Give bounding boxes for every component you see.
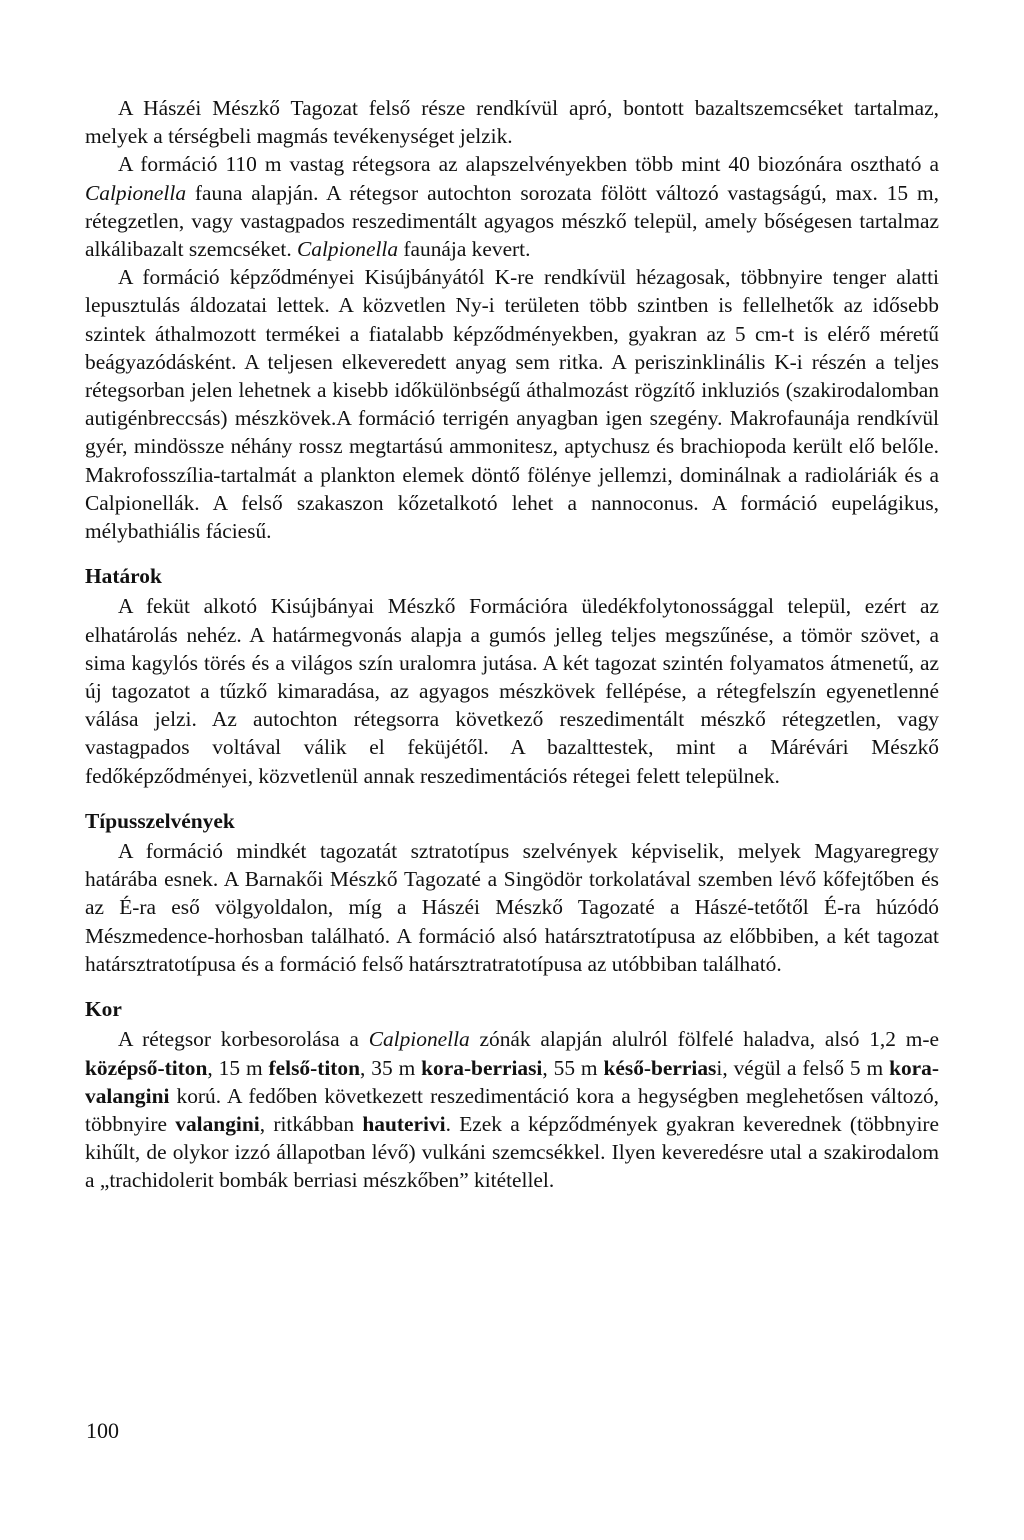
paragraph-text: A Hászéi Mészkő Tagozat felső része rendkívül apró, bontott bazaltszemcséket tartalmaz, melyek a térségbeli magmás tevékenységet jelzik. [85,96,939,149]
stage-name: kora-valangini [85,1055,939,1108]
paragraph-text: A formáció 110 m vastag rétegsora az alapszelvényekben több mint 40 biozónára osztható a [118,152,939,177]
paragraph-basalt-grains [85,94,939,150]
paragraph-text: korú. A fedőben következett reszedimentáció kora a hegységben meglehetősen változó, többnyire [85,1083,939,1136]
paragraph-text: A rétegsor korbesorolása a [118,1027,369,1052]
stage-name: középső-titon [85,1055,208,1080]
paragraph-text: faunája kevert. [398,237,531,262]
page-number: 100 [86,1418,119,1443]
section-heading-hatarok: Határok [85,564,162,589]
paragraph-formation-description [85,263,939,545]
stage-name: késő-berrias [603,1055,717,1080]
paragraph-text: i, végül a felső 5 m [716,1055,890,1080]
paragraph-text: , 55 m [542,1055,604,1080]
paragraph-text: , ritkábban [259,1111,363,1136]
paragraph-tipusszelvenyek: A formáció mindkét tagozatát sztratotípus szelvények képviselik, melyek Magyaregregy határába esnek. A Barnakői Mészkő Tagozaté a Singödör torkolatával szemben lévő kőfejtőben és az É-ra eső völgyoldalon, míg a Hászéi Mészkő Tagozaté a Hászé-tetőtől É-ra húzódó Mészmedence-horhosban található. A formáció alsó határsztratotípusa az előbbiben, a két tagozat határsztratotípusa és a formáció felső határsztratratotípusa az utóbbiban található. [85,839,939,976]
body-text [85,94,939,1195]
section-heading-tipusszelvenyek: Típusszelvények [85,808,235,833]
paragraph-text: A formáció képződményei Kisújbányától K-re rendkívül hézagosak, többnyire tenger alatti lepusztulás áldozatai lettek. A közvetlen Ny-i területen több szintben is fellelhetők az idősebb szintek áthalmozott termékei a fiatalabb képződményekben, gyakran az 5 cm-t is elérő méretű beágyazódásként. A teljesen elkeveredett anyag sem ritka. A periszinklinális K-i részén a teljes rétegsorban jelen lehetnek a kisebb időkülönbségű áthalmozást rögzítő inkluziós (szakirodalomban autigénbreccsás) mészkövek.A formáció terrigén anyagban igen szegény. Makrofaunája rendkívül gyér, mindössze néhány rossz megtartású ammonitesz, aptychusz és brachiopoda került elő belőle. Makrofosszília-tartalmát a plankton elemek döntő fölénye jellemzi, dominálnak a radioláriák és a Calpionellák. A felső szakaszon kőzetalkotó lehet a nannoconus. A formáció eupelágikus, mélybathiális fáciesű. [85,265,939,544]
paragraph-text: , 35 m [360,1055,422,1080]
paragraph-text: . Ezek a képződmények gyakran keverednek (többnyire kihűlt, de olykor izzó állapotban lévő) vulkáni szemcsékkel. Ilyen keveredésre utal a szakirodalom a „trachidolerit bombák berriasi mészkőben” kitétellel. [85,1111,940,1193]
paragraph-kor [85,1025,939,1194]
stage-name: kora-berriasi [421,1055,543,1080]
paragraph-text: zónák alapján alulról fölfelé haladva, alsó 1,2 m-e [469,1027,940,1052]
taxon-name: Calpionella [85,180,187,205]
taxon-name: Calpionella [368,1027,470,1052]
paragraph-biozones [85,150,939,263]
section-heading-kor: Kor [85,997,122,1022]
stage-name: felső-titon [268,1055,361,1080]
stage-name: hauterivi [362,1111,446,1136]
paragraph-text: fauna alapján. A rétegsor autochton sorozata fölött változó vastagságú, max. 15 m, rétegzetlen, vagy vastagpados reszedimentált agyagos mészkő települ, amely bőségesen tartalmaz alkálibazalt szemcséket. [85,180,939,262]
stage-name: valangini [175,1111,260,1136]
paragraph-text: , 15 m [207,1055,269,1080]
paragraph-hatarok: A feküt alkotó Kisújbányai Mészkő Formációra üledékfolytonossággal települ, ezért az elhatárolás nehéz. A határmegvonás alapja a gumós jelleg teljes megszűnése, a tömör szövet, a sima kagylós törés és a világos szín uralomra jutása. A két tagozat szintén folyamatos átmenetű, az új tagozatot a tűzkő kimaradása, az agyagos mészkövek fellépése, a rétegfelszín egyenetlenné válása jelzi. Az autochton rétegsorra következő reszedimentált mészkő rétegzetlen, vagy vastagpados voltával válik el feküjétől. A bazalttestek, mint a Márévári Mészkő fedőképződményei, közvetlenül annak reszedimentációs rétegei felett települnek. [85,594,939,788]
taxon-name: Calpionella [297,237,399,262]
